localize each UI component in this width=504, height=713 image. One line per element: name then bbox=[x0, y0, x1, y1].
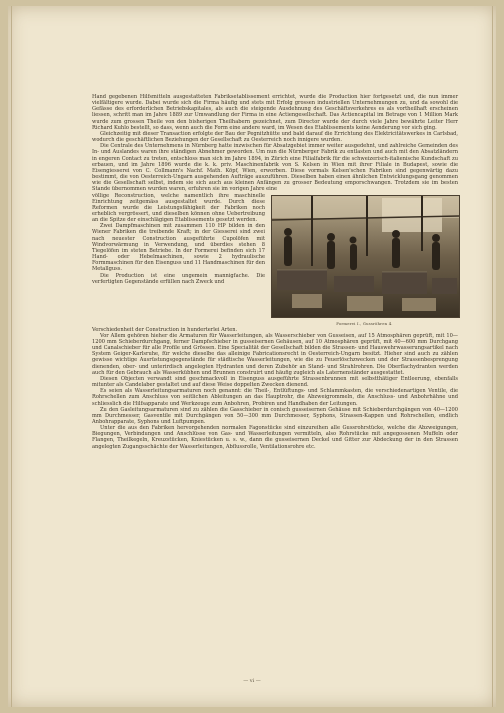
bottom-paragraphs bbox=[92, 327, 458, 450]
page bbox=[8, 6, 496, 707]
paragraph: Unter die aus den Fabriken hervorgehenden normalen Fagonstücke sind einzureihen alle Gussrohrstücke, welche die Abzweigungen, Biegungen, Verbindungen und Anschlüsse von Gas- und Wasserleitungen vermitteln, also Rohrstücke mit angegossenen Muffeln oder Flangen, Theilkegeln, Kreuzstücken, Kniestücken u. s. w., dann die gusseisernen Deckel und Gitter zur Abdeckung der in den Strassen angelegten Zugangsschächte der Wasserleitungen, Abflussrolle, Ventilationsrohre etc. bbox=[92, 425, 458, 450]
paragraph: Gleichzeitig mit dieser Transaction erfolgte der Bau der Pegnitzhütte und bald darauf die Errichtung des Elektricitätswerkes in Carlsbad, wodurch die geschäftlichen Beziehungen der Gesellschaft zu Oesterreich noch innigere wurden. bbox=[92, 130, 458, 144]
paragraph: Verschiedenheit der Construction in hunderterlei Arten. bbox=[92, 326, 238, 333]
paragraph: Zwei Dampfmaschinen mit zusammen 110 HP bilden in den Wiener Fabriken die treibende Kraft; in der Giesserei sind zwei nach neuester Construction ausgeführte Cupolöfen mit Windvorwärmung in Verwendung, und überdies stehen 8 Tiegelöfen im steten Betriebe. In der Formerei befinden sich 17 Hand- oder Hebelmaschinen, sowie 2 hydraulische Formmaschinen für den Eisenguss und 11 Handmaschinen für den Metallguss. bbox=[92, 223, 265, 273]
text-with-figure bbox=[92, 193, 458, 327]
paragraph: Die Production ist eine ungemein mannigfache. Die verfertigten Gegenstände erfüllen nach Zweck und bbox=[92, 272, 265, 285]
page-number: — vi — bbox=[243, 678, 261, 684]
paragraph: Diesen Objecten verwandt sind geschmackvoll in Eisenguss ausgeführte Strassenbrunnen mit selbstthätiger Entleerung, ebenfalls mitunter als Candelaber gestaltet und auf diese Weise doppelten Zwecken dienend. bbox=[92, 375, 458, 389]
main-text bbox=[92, 94, 458, 450]
paragraph: Vor Allem gehören hieher die Armaturen für Wasserleitungen, als Wasserschieber von Gusseisen, auf 15 Atmosphären geprüft, mit 10—1200 mm Schieberdurchgang, ferner Dampfschieber in gusseisernen Gehäusen, auf 10 Atmosphären geprüft, mit 40—600 mm Durchgang und Canalschieber für alle Profile und Grössen. Eine Specialität der Gesellschaft bilden die Strassen- und Hauswehrwasserungsartikel nach System Geiger-Karlsruhe, für welche dieselbe das alleinige Fabricationsrecht in Oesterreich-Ungarn besitzt. Hieher sind auch zu zählen gewisse wichtige Ausrüstungsgegenstände für städtische Wasserleitungen, wie die zu Feuerlöschzwecken und der Strassenbesprengung dienenden, ober- und unterirdisch angelegten Hydranten und deren Zubehör an Stand- und Strahlrohren. Die Oberflachydranten werden auch für den Gebrauch als Wasserkübhen und Brunnen construirt und häufig zugleich als Laternenständer ausgestattet. bbox=[92, 332, 458, 376]
paragraph: völlige Reconstruction, welche namentlich ihre maschinelle Einrichtung zeitgemäss ausgestaltet wurde. Durch diese Reformen wurde die Leistungsfähigkeit der Fabriken noch erheblich vergrössert, und dieselben können ohne Uebertreibung an die Spitze der einschlägigen Etablissements gesetzt werden. bbox=[92, 192, 265, 224]
page-edge-right bbox=[492, 6, 493, 707]
page-edge-left bbox=[11, 6, 12, 707]
paragraph: Zu den Gasleitungsarmaturen sind zu zählen die Gasschieber in conisch gusseisernen Gehäuse mit Schieberdurchgängen von 40—1200 mm Durchmesser, Gasventile mit Durchgängen von 50—300 mm Durchmesser, Syphons, Strassen-Kappen und Rohrschellen, endlich Anbohrapparate, Syphons und Luftpumpen. bbox=[92, 406, 458, 425]
paragraph: Hand gegebenen Hilfsmitteln ausgestatteten Fabriksetablissement errichtet, wurde die Production hier fortgesetzt und, die nun immer vielfältigere wurde. Dabei wurde sich die Firma häufig und stets mit Erfolg grossen industriellen Unternehmungen zu, und da sowohl die Gefässe des erforderlichen Betriebskapitales, als auch die steigende Ausdehnung des Geschäftsverkehres es als vortheilhaft erscheinen liessen, schritt man im Jahre 1889 zur Umwandlung der Firma in eine Actiengesellschaft. Das Actiencapital im Betrage von 1 Million Mark wurde zum grossen Theile von den bisherigen Theilhabern gezeichnet, zum Director wurde der durch viele Jahre bewährte Leiter Herr Richard Kuhlo bestellt, so dass, wenn auch die Form eine andere ward, im Wesen des Etablissements keine Aenderung vor sich ging. bbox=[92, 94, 458, 131]
left-column-text bbox=[92, 193, 265, 327]
paragraph: Es seien als Wasserleitungsarmaturen noch genannt: die Theil-, Entlüftungs- und Schlammkasten, die verschiedenartigen Ventile, die Rohrschellen zum Anschluss von seitlichen Ableitungen an das Hauptrohr, die Abzweigrommeln, die Anschluss- und Anbohrhähne und schliesslich die Hilfsapparate und Werkzeuge zum Anbohren, Probiren und Handhaben der Leitungen. bbox=[92, 388, 458, 407]
paragraph: Die Centrale des Unternehmens in Nürnberg hatte inzwischen für Absatzgebiet immer weiter ausgedehnt, und zahlreiche Gemeinden des In- und Auslandes waren ihre ständigen Abnehmer geworden. Um nun die Nürnberger Fabrik zu entlasten und auch mit den Absatzländern in engeren Contact zu treten, entschloss man sich im Jahre 1894, in Zürich eine Filialfabrik für die schweizerisch-italienische Kundschaft zu erbauen, und im Jahre 1896 wurde die k. k. priv. Maschinenfabrik von S. Kelsen in Wien mit ihrer Filiale in Budapest, sowie die Eisengiesserei von C. Collmann's Nachf. Math. Köpf, Wien, erworben. Diese vormals Kelsen'schen Fabriken sind gegenwärtig dazu bestimmt, die von Oesterreich-Ungarn ausgehenden Aufträge auszuführen. Dieselben haben einen ähnlichen Entwicklungsgang genommen wie die Gesellschaft selbst, indem sie sich auch aus kleinen Anfängen zu grosser Bedeutung emporschwangen. Trotzdem sie im besten Stande übernommen wurden waren, erfuhren sie im vorigen Jahre eine bbox=[92, 143, 458, 193]
foundry-photo bbox=[271, 195, 460, 318]
figure-caption: Formerei I., Gussröhren 4. bbox=[336, 320, 393, 326]
top-paragraphs bbox=[92, 94, 458, 193]
figure bbox=[271, 195, 458, 327]
foundry-photo-illustration bbox=[272, 196, 459, 317]
